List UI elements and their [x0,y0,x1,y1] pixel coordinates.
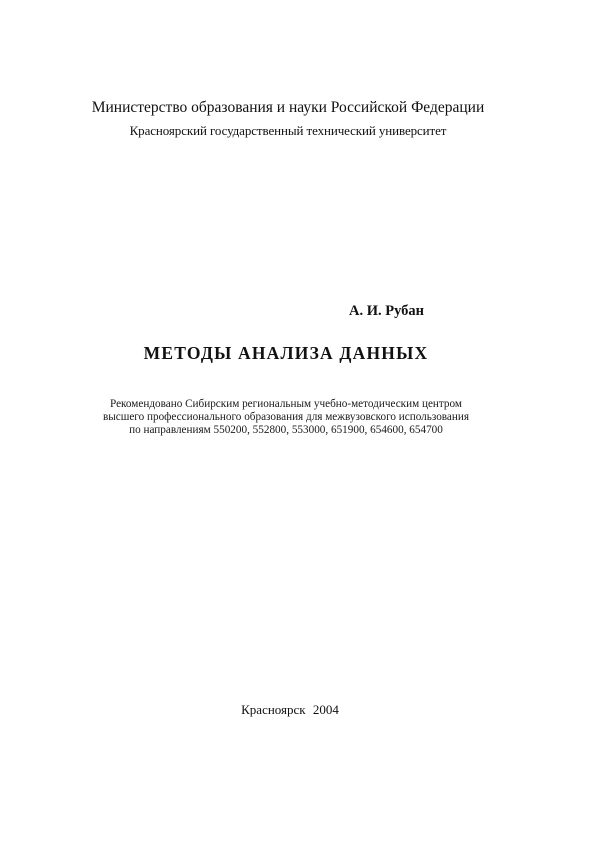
university-name: Красноярский государственный технический университет [129,123,447,138]
recommendation-line: Рекомендовано Сибирским региональным учебно-методическим центром [110,398,462,410]
recommendation-line: высшего профессионального образования для межвузовского использования [102,411,470,423]
recommendation-line: по направлениям 550200, 552800, 553000, 651900, 654600, 654700 [129,424,443,436]
ministry-name: Министерство образования и науки Российской Федерации [91,99,485,116]
book-title: МЕТОДЫ АНАЛИЗА ДАННЫХ [143,343,429,363]
recommendation-note [0,398,600,437]
place-and-year: Красноярск 2004 [241,702,339,717]
author-name: А. И. Рубан [349,303,425,319]
